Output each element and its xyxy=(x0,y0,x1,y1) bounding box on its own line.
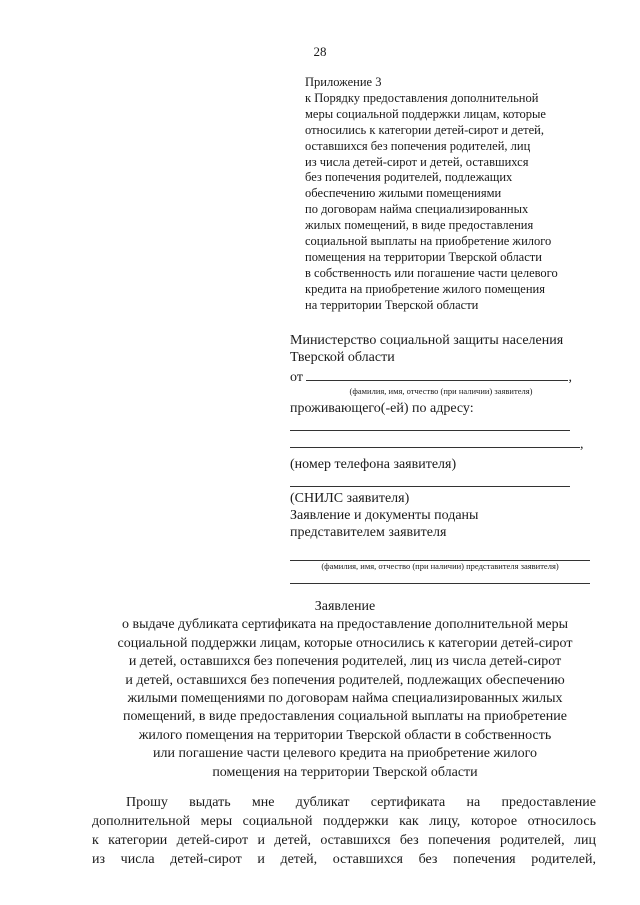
appendix-line: социальной выплаты на приобретение жилого xyxy=(305,234,552,249)
appendix-line: из числа детей-сирот и детей, оставшихся xyxy=(305,154,529,169)
appendix-line: жилых помещений, в виде предоставления xyxy=(305,218,534,233)
appendix-line: в собственность или погашение части целевого xyxy=(305,265,558,280)
phone-caption: (номер телефона заявителя) xyxy=(290,457,457,472)
statement-line: и детей, оставшихся без попечения родителей, подлежащих обеспечению xyxy=(125,672,565,688)
statement-line: и детей, оставшихся без попечения родителей, лиц из числа детей-сирот xyxy=(128,654,562,670)
appendix-line: обеспечению жилыми помещениями xyxy=(305,186,502,201)
appendix-line: к Порядку предоставления дополнительной xyxy=(305,90,539,105)
comma-mark: , xyxy=(568,370,572,385)
representative-line: представителем заявителя xyxy=(290,525,447,540)
ministry-region: Тверской области xyxy=(290,350,395,365)
snils-caption: (СНИЛС заявителя) xyxy=(290,491,410,506)
representative-extra-field[interactable] xyxy=(290,582,590,584)
appendix-line: кредита на приобретение жилого помещения xyxy=(305,281,545,296)
representative-line: Заявление и документы поданы xyxy=(290,508,479,523)
from-row xyxy=(290,368,600,386)
address-row2 xyxy=(290,435,600,453)
applicant-name-field[interactable] xyxy=(306,368,568,381)
appendix-header xyxy=(305,75,605,314)
representative-name-caption: (фамилия, имя, отчество (при наличии) представителя заявителя) xyxy=(321,561,559,571)
snils-field[interactable] xyxy=(290,485,570,487)
addressee-block xyxy=(290,332,600,584)
request-paragraph xyxy=(92,793,596,869)
applicant-name-caption: (фамилия, имя, отчество (при наличии) заявителя) xyxy=(349,386,533,396)
statement-line: помещений, в виде предоставления социальной выплаты на приобретение xyxy=(123,709,567,725)
paragraph-line: дополнительной меры социальной поддержки как лицу, которое относилось xyxy=(92,814,596,829)
statement-line: жилыми помещениями по договорам найма специализированных жилых xyxy=(127,691,563,707)
appendix-line: помещения на территории Тверской области xyxy=(305,249,542,264)
statement-line: жилого помещения на территории Тверской области в собственность xyxy=(138,727,552,743)
appendix-line: относились к категории детей-сирот и детей, xyxy=(305,122,544,137)
paragraph-line: из числа детей-сирот и детей, оставшихся без попечения родителей, xyxy=(92,852,596,867)
page-number: 28 xyxy=(313,44,327,59)
appendix-line: оставшихся без попечения родителей, лиц xyxy=(305,138,531,153)
address-field-line1[interactable] xyxy=(290,429,570,431)
statement-line: или погашение части целевого кредита на приобретение жилого xyxy=(152,746,538,762)
statement-line: помещения на территории Тверской области xyxy=(212,764,478,780)
appendix-line: по договорам найма специализированных xyxy=(305,202,529,217)
appendix-line: Приложение 3 xyxy=(305,75,382,89)
ministry-name: Министерство социальной защиты населения xyxy=(290,333,564,348)
statement-line: о выдаче дубликата сертификата на предоставление дополнительной меры xyxy=(121,617,569,633)
comma-mark: , xyxy=(580,437,584,452)
residing-label: проживающего(-ей) по адресу: xyxy=(290,401,474,416)
from-label: от xyxy=(290,370,303,385)
appendix-line: меры социальной поддержки лицам, которые xyxy=(305,106,546,121)
paragraph-line: к категории детей-сирот и детей, оставшихся без попечения родителей, лиц xyxy=(92,833,596,848)
appendix-line: на территории Тверской области xyxy=(305,297,479,312)
statement-title xyxy=(80,598,610,782)
paragraph-line: Прошу выдать мне дубликат сертификата на предоставление xyxy=(126,795,596,810)
statement-line: социальной поддержки лицам, которые относились к категории детей-сирот xyxy=(117,635,573,651)
statement-heading: Заявление xyxy=(314,599,376,614)
appendix-line: без попечения родителей, подлежащих xyxy=(305,170,513,185)
address-field-line2[interactable] xyxy=(290,435,580,448)
